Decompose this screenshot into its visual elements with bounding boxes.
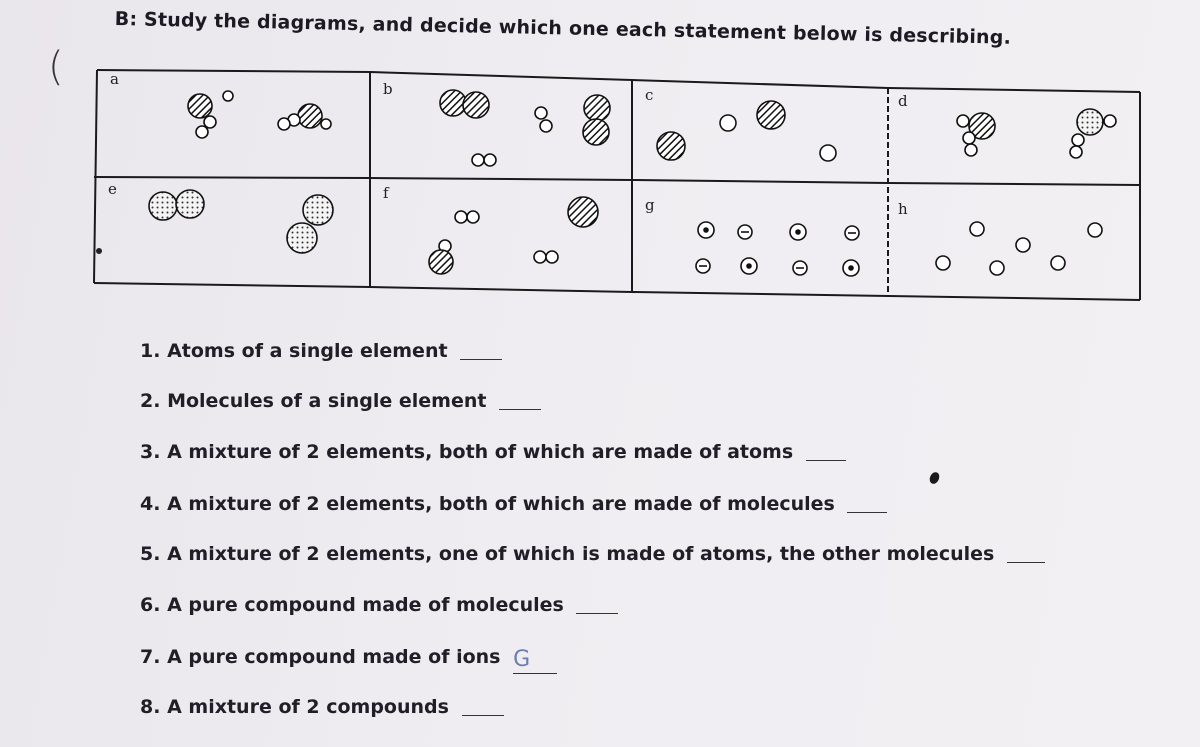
margin-parenthesis: ( xyxy=(48,44,64,90)
question-list xyxy=(140,330,1140,730)
question-text: A mixture of 2 elements, both of which are made of molecules xyxy=(167,493,835,515)
cell-label-a: a xyxy=(110,70,119,88)
question-text: A mixture of 2 elements, one of which is made of atoms, the other molecules xyxy=(167,543,995,565)
question-number: 7. xyxy=(140,646,161,668)
answer-blank[interactable] xyxy=(462,714,504,716)
diagram-a xyxy=(188,91,331,138)
question-5 xyxy=(140,543,1045,565)
grid-lines xyxy=(94,70,1140,300)
diagram-d xyxy=(957,109,1116,158)
diagram-e xyxy=(149,190,333,253)
diagram-f xyxy=(429,197,598,274)
cell-label-e: e xyxy=(108,180,117,198)
worksheet-heading: B: Study the diagrams, and decide which one each statement below is describing. xyxy=(114,8,1012,49)
question-text: A pure compound made of molecules xyxy=(167,594,564,616)
question-number: 3. xyxy=(140,441,161,463)
question-6 xyxy=(140,594,618,616)
question-number: 8. xyxy=(140,696,161,718)
question-text: A mixture of 2 elements, both of which are made of atoms xyxy=(167,441,794,463)
answer-blank[interactable] xyxy=(1007,561,1045,563)
cell-label-h: h xyxy=(898,200,908,218)
answer-blank[interactable] xyxy=(499,408,541,410)
question-2 xyxy=(140,390,541,412)
question-text: A mixture of 2 compounds xyxy=(167,696,449,718)
question-1 xyxy=(140,340,502,362)
diagram-g xyxy=(696,222,859,276)
cell-label-f: f xyxy=(383,184,389,202)
answer-blank[interactable] xyxy=(806,459,846,461)
question-text: A pure compound made of ions xyxy=(167,646,501,668)
question-number: 6. xyxy=(140,594,161,616)
answer-handwritten[interactable]: G xyxy=(513,655,557,674)
answer-blank[interactable] xyxy=(576,612,618,614)
question-3 xyxy=(140,441,846,463)
question-number: 5. xyxy=(140,543,161,565)
question-8 xyxy=(140,696,504,718)
question-number: 2. xyxy=(140,390,161,412)
answer-blank[interactable] xyxy=(847,511,887,513)
diagram-h xyxy=(936,222,1102,275)
question-text: Atoms of a single element xyxy=(167,340,448,362)
cell-label-b: b xyxy=(383,80,393,98)
margin-dot xyxy=(96,248,102,254)
question-number: 1. xyxy=(140,340,161,362)
diagram-b xyxy=(440,90,610,166)
cell-label-g: g xyxy=(645,196,655,214)
question-7 xyxy=(140,646,557,674)
diagram-grid xyxy=(0,0,1200,320)
question-4 xyxy=(140,493,887,515)
cell-label-d: d xyxy=(898,92,908,110)
answer-blank[interactable] xyxy=(460,358,502,360)
cell-label-c: c xyxy=(645,86,654,104)
question-number: 4. xyxy=(140,493,161,515)
question-text: Molecules of a single element xyxy=(167,390,487,412)
diagram-c xyxy=(657,101,836,161)
